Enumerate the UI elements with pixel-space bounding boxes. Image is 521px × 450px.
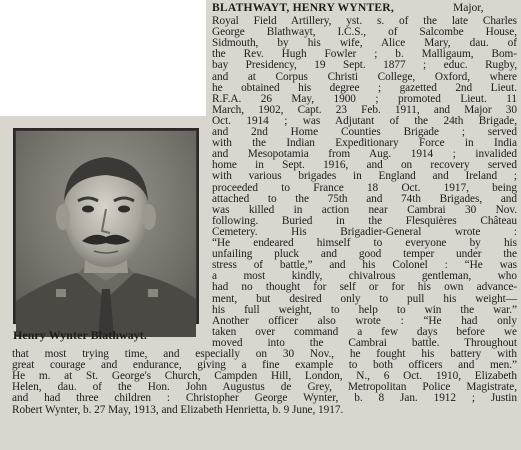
portrait-image — [16, 131, 196, 337]
text-line: “He endeared himself to everyone by his — [212, 237, 517, 249]
text-line: Cemetery. His Brigadier-General wrote : — [212, 225, 517, 238]
text-line: George Blathwayt, I.C.S., of Salcombe House, — [212, 26, 517, 39]
text-line: Royal Field Artillery, yst. s. of the late Charles — [212, 15, 517, 27]
text-line: with various brigades in England and Ireland ; — [212, 170, 517, 183]
text-line: attached to the 75th and 74th Brigades, and — [212, 192, 517, 205]
text-line: with the Indian Expeditionary Force in India — [212, 137, 517, 150]
photo-caption: Henry Wynter Blathwayt. — [13, 328, 147, 342]
text-line: the Rev. Hugh Fowler ; b. Malligaum, Bom- — [212, 48, 517, 61]
text-line: Major, — [453, 1, 484, 14]
text-line-full: that most trying time, and especially on 30 Nov., he fought his battery with — [12, 348, 517, 360]
text-line: Another officer also wrote : “He had only — [212, 314, 517, 327]
text-line: had no thought for self or for his own advance- — [212, 281, 517, 294]
text-line: was killed in action near Cambrai 30 Nov. — [212, 203, 517, 216]
text-line: taken over command a few days before we — [212, 325, 517, 338]
text-line: he obtained his degree ; gazetted 2nd Lieut. — [212, 81, 517, 94]
text-line: March, 1902, Capt. 23 Feb. 1911, and Major 30 — [212, 103, 517, 116]
text-line: following. Buried in the Flesquières Château — [212, 214, 517, 227]
entry-heading: BLATHWAYT, HENRY WYNTER, — [212, 1, 394, 14]
text-line: stress of battle,” and his Colonel : “He was — [212, 259, 517, 272]
text-line-full: and had three children : Christopher George Wynter, b. 8 Jan. 1912 ; Justin — [12, 392, 517, 405]
blank-area — [0, 0, 206, 116]
text-line: R.F.A. 26 May, 1900 ; promoted Lieut. 11 — [212, 92, 517, 105]
text-line: and 2nd Home Counties Brigade ; served — [212, 126, 517, 138]
text-line: ment, but desired only to pull his weight— — [212, 292, 517, 305]
text-line: moved into the Cambrai battle. Throughout — [212, 336, 517, 349]
text-line: bay Presidency, 19 Sept. 1877 ; educ. Rugby, — [212, 59, 517, 72]
text-line: Oct. 1914 ; was Adjutant of the 24th Brigade, — [212, 114, 517, 127]
portrait-photo — [13, 128, 199, 324]
text-line-full: Helen, dau. of the Hon. John Augustus de Grey, Metropolitan Police Magistrate, — [12, 381, 517, 394]
text-line: his full weight, to help to win the war.” — [212, 303, 517, 316]
text-line: Sidmouth, by his wife, Alice Mary, dau. of — [212, 37, 517, 50]
text-line: unfailing pluck and good temper under the — [212, 248, 517, 261]
text-line-full: Robert Wynter, b. 27 May, 1913, and Elizabeth Henrietta, b. 9 June, 1917. — [12, 403, 344, 416]
text-line: a most kindly, chivalrous gentleman, who — [212, 270, 517, 283]
text-line: proceeded to France 18 Oct. 1917, being — [212, 181, 517, 194]
text-line-full: great courage and endurance, giving a fine example to both officers and men.” — [12, 359, 517, 372]
text-line: and at Corpus Christi College, Oxford, where — [212, 70, 517, 83]
text-line-full: He m. at St. George's Church, Campden Hill, London, N., 6 Oct. 1910, Elizabeth — [12, 370, 517, 383]
text-line: home in Sept. 1916, and on recovery served — [212, 159, 517, 172]
text-line: and Mesopotamia from Aug. 1914 ; invalided — [212, 148, 517, 161]
